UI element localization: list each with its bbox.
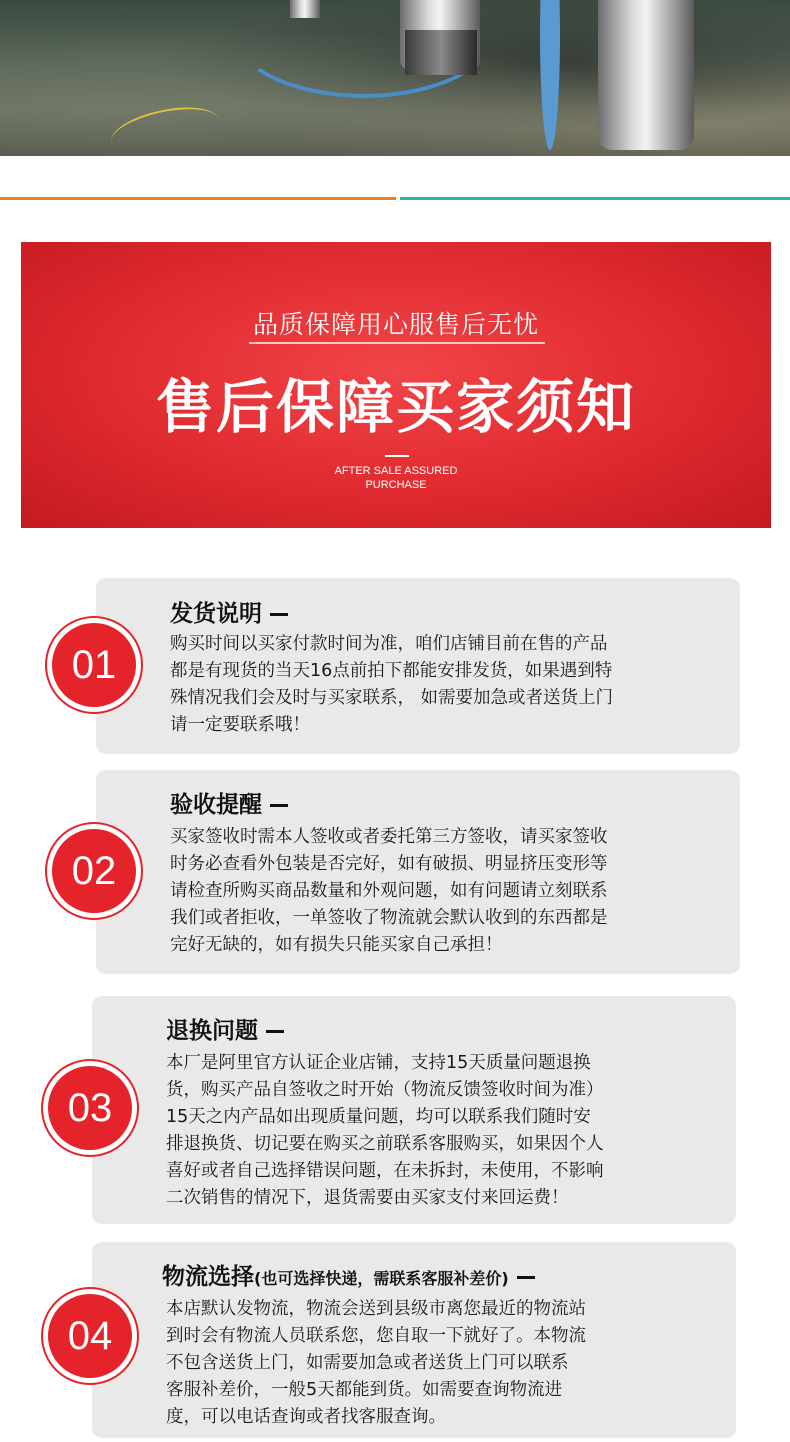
body-line: 度，可以电话查询或者找客服查询。 bbox=[166, 1407, 446, 1427]
body-line: 不包含送货上门，如需要加急或者送货上门可以联系 bbox=[166, 1353, 569, 1373]
body-line: 我们或者拒收，一单签收了物流就会默认收到的东西都是 bbox=[170, 908, 608, 928]
title-dash bbox=[270, 804, 288, 807]
section-number-badge: 01 bbox=[52, 623, 136, 707]
body-line: 货，购买产品自签收之时开始（物流反馈签收时间为准） bbox=[166, 1080, 604, 1100]
body-line: 购买时间以买家付款时间为准，咱们店铺目前在售的产品 bbox=[170, 634, 608, 654]
title-dash bbox=[517, 1276, 535, 1279]
divider-orange bbox=[0, 197, 396, 200]
section-title-text: 退换问题 bbox=[166, 1018, 258, 1044]
body-line: 完好无缺的，如有损失只能买家自己承担！ bbox=[170, 935, 503, 955]
body-line: 二次销售的情况下，退货需要由买家支付来回运费！ bbox=[166, 1188, 569, 1208]
body-line: 请检查所购买商品数量和外观问题，如有问题请立刻联系 bbox=[170, 881, 608, 901]
section-title bbox=[170, 595, 288, 628]
section-title bbox=[166, 1012, 284, 1045]
banner-subtitle: 品质保障用心服售后无忧 bbox=[252, 310, 539, 339]
section-body bbox=[170, 631, 730, 739]
product-photo bbox=[0, 0, 790, 156]
section-number-badge: 02 bbox=[52, 829, 136, 913]
pump-small bbox=[290, 0, 320, 18]
body-line: 都是有现货的当天16点前拍下都能安排发货，如果遇到特 bbox=[170, 661, 613, 681]
section-card-logistics bbox=[92, 1242, 736, 1438]
section-title-text: 验收提醒 bbox=[170, 792, 262, 818]
section-body bbox=[166, 1296, 731, 1431]
banner-dash bbox=[385, 455, 409, 457]
banner-subtitle-underline bbox=[249, 342, 545, 344]
pump-right bbox=[598, 0, 694, 150]
section-title-text: 物流选择 bbox=[162, 1264, 254, 1290]
section-number-badge: 03 bbox=[48, 1066, 132, 1150]
divider-teal bbox=[400, 197, 790, 200]
banner-title: 售后保障买家须知 bbox=[155, 373, 636, 441]
after-sale-banner bbox=[21, 242, 771, 528]
body-line: 客服补差价，一般5天都能到货。如需要查询物流进 bbox=[166, 1380, 563, 1400]
section-number-badge: 04 bbox=[48, 1294, 132, 1378]
section-body bbox=[166, 1050, 731, 1212]
title-dash bbox=[270, 613, 288, 616]
section-title bbox=[170, 786, 288, 819]
body-line: 时务必查看外包装是否完好，如有破损、明显挤压变形等 bbox=[170, 854, 608, 874]
body-line: 排退换货、切记要在购买之前联系客服购买，如果因个人 bbox=[166, 1134, 604, 1154]
banner-english-line2: PURCHASE bbox=[365, 479, 427, 491]
body-line: 殊情况我们会及时与买家联系， 如需要加急或者送货上门 bbox=[170, 688, 614, 708]
section-body bbox=[170, 824, 730, 959]
body-line: 到时会有物流人员联系您，您自取一下就好了。本物流 bbox=[166, 1326, 586, 1346]
body-line: 喜好或者自己选择错误问题，在未拆封，未使用，不影响 bbox=[166, 1161, 604, 1181]
banner-english-line1: AFTER SALE ASSURED bbox=[334, 465, 458, 477]
body-line: 买家签收时需本人签收或者委托第三方签收，请买家签收 bbox=[170, 827, 608, 847]
section-card-inspection bbox=[96, 770, 740, 974]
body-line: 本店默认发物流，物流会送到县级市离您最近的物流站 bbox=[166, 1299, 586, 1319]
section-title-note: (也可选择快递，需联系客服补差价) bbox=[254, 1269, 509, 1288]
pump-left-base bbox=[405, 30, 477, 75]
title-dash bbox=[266, 1030, 284, 1033]
section-card-returns bbox=[92, 996, 736, 1224]
section-title-text: 发货说明 bbox=[170, 601, 262, 627]
body-line: 请一定要联系哦！ bbox=[170, 715, 310, 735]
body-line: 本厂是阿里官方认证企业店铺，支持15天质量问题退换 bbox=[166, 1053, 591, 1073]
section-card-shipping bbox=[96, 578, 740, 754]
body-line: 15天之内产品如出现质量问题，均可以联系我们随时安 bbox=[166, 1107, 591, 1127]
banner-english bbox=[21, 464, 771, 492]
section-title bbox=[162, 1258, 535, 1291]
